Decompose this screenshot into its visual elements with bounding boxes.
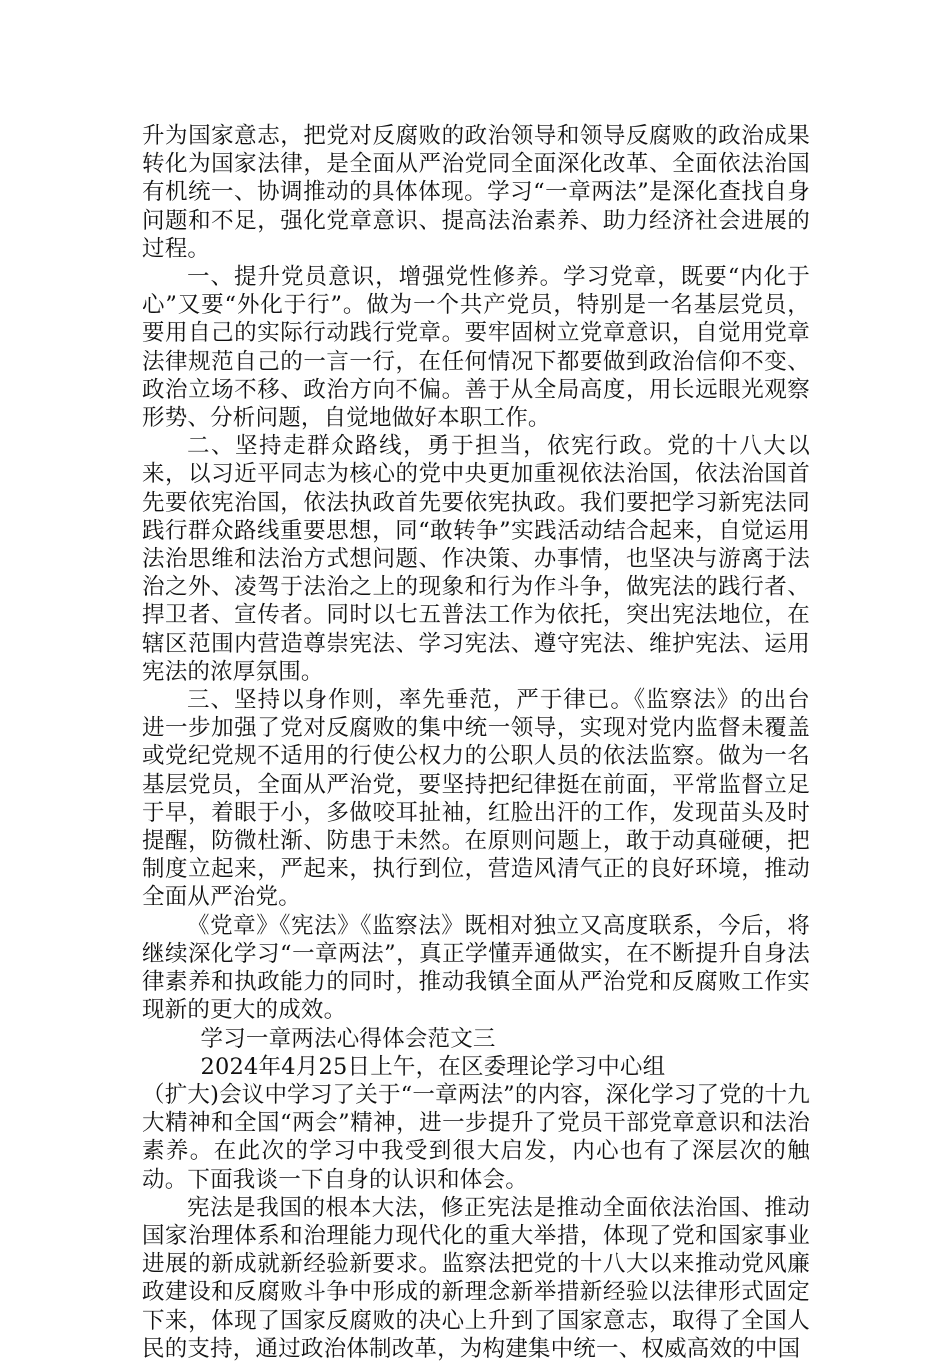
- paragraph-point-one: 一、提升党员意识，增强党性修养。学习党章，既要“内化于心”又要“外化于行”。做为一个共产党员，特别是一名基层党员，要用自己的实际行动践行党章。要牢固树立党章意识，自觉用党章法律规范自己的一言一行，在任何情况下都要做到政治信仰不变、政治立场不移、政治方向不偏。善于从全局高度，用长远眼光观察形势、分析问题，自觉地做好本职工作。: [142, 264, 810, 432]
- paragraph-continuation: 升为国家意志，把党对反腐败的政治领导和领导反腐败的政治成果转化为国家法律，是全面从严治党同全面深化改革、全面依法治国有机统一、协调推动的具体体现。学习“一章两法”是深化查找自身问题和不足，强化党章意识、提高法治素养、助力经济社会进展的过程。: [142, 123, 810, 262]
- paragraph-meeting: （扩大)会议中学习了关于“一章两法”的内容，深化学习了党的十九大精神和全国“两会”精神，进一步提升了党员干部党章意识和法治素养。在此次的学习中我受到很大启发，内心也有了深层次的触动。下面我谈一下自身的认识和体会。: [142, 1081, 810, 1193]
- section-heading: 学习一章两法心得体会范文三: [200, 1025, 496, 1052]
- document-body: [142, 122, 810, 1363]
- paragraph-point-two: 二、坚持走群众路线，勇于担当，依宪行政。党的十八大以来，以习近平同志为核心的党中央更加重视依法治国，依法治国首先要依宪治国，依法执政首先要依宪执政。我们要把学习新宪法同践行群众路线重要思想，同“敢转争”实践活动结合起来，自觉运用法治思维和法治方式想问题、作决策、办事情，也坚决与游离于法治之外、凌驾于法治之上的现象和行为作斗争，做宪法的践行者、捍卫者、宣传者。同时以七五普法工作为依托，突出宪法地位，在辖区范围内营造尊崇宪法、学习宪法、遵守宪法、维护宪法、运用宪法的浓厚氛围。: [142, 433, 810, 685]
- paragraph-summary: 《党章》《宪法》《监察法》既相对独立又高度联系，今后，将继续深化学习“一章两法”，真正学懂弄通做实，在不断提升自身法律素养和执政能力的同时，推动我镇全面从严治党和反腐败工作实现新的更大的成效。: [142, 912, 810, 1024]
- paragraph-point-three: 三、坚持以身作则，率先垂范，严于律已。《监察法》的出台进一步加强了党对反腐败的集中统一领导，实现对党内监督未覆盖或党纪党规不适用的行使公权力的公职人员的依法监察。做为一名基层党员，全面从严治党，要坚持把纪律挺在前面，平常监督立足于早，着眼于小，多做咬耳扯袖，红脸出汗的工作，发现苗头及时提醒，防微杜渐、防患于未然。在原则问题上，敢于动真碰硬，把制度立起来，严起来，执行到位，营造风清气正的良好环境，推动全面从严治党。: [142, 687, 810, 911]
- paragraph-constitution: 宪法是我国的根本大法，修正宪法是推动全面依法治国、推动国家治理体系和治理能力现代化的重大举措，体现了党和国家事业进展的新成就新经验新要求。监察法把党的十八大以来推动党风廉政建设和反腐败斗争中形成的新理念新举措新经验以法律形式固定下来，体现了国家反腐败的决心上升到了国家意志，取得了全国人民的支持，通过政治体制改革，为构建集中统一、权威高效的中国: [142, 1194, 810, 1362]
- paragraph-date-line: 2024年4月25日上午，在区委理论学习中心组: [200, 1053, 666, 1080]
